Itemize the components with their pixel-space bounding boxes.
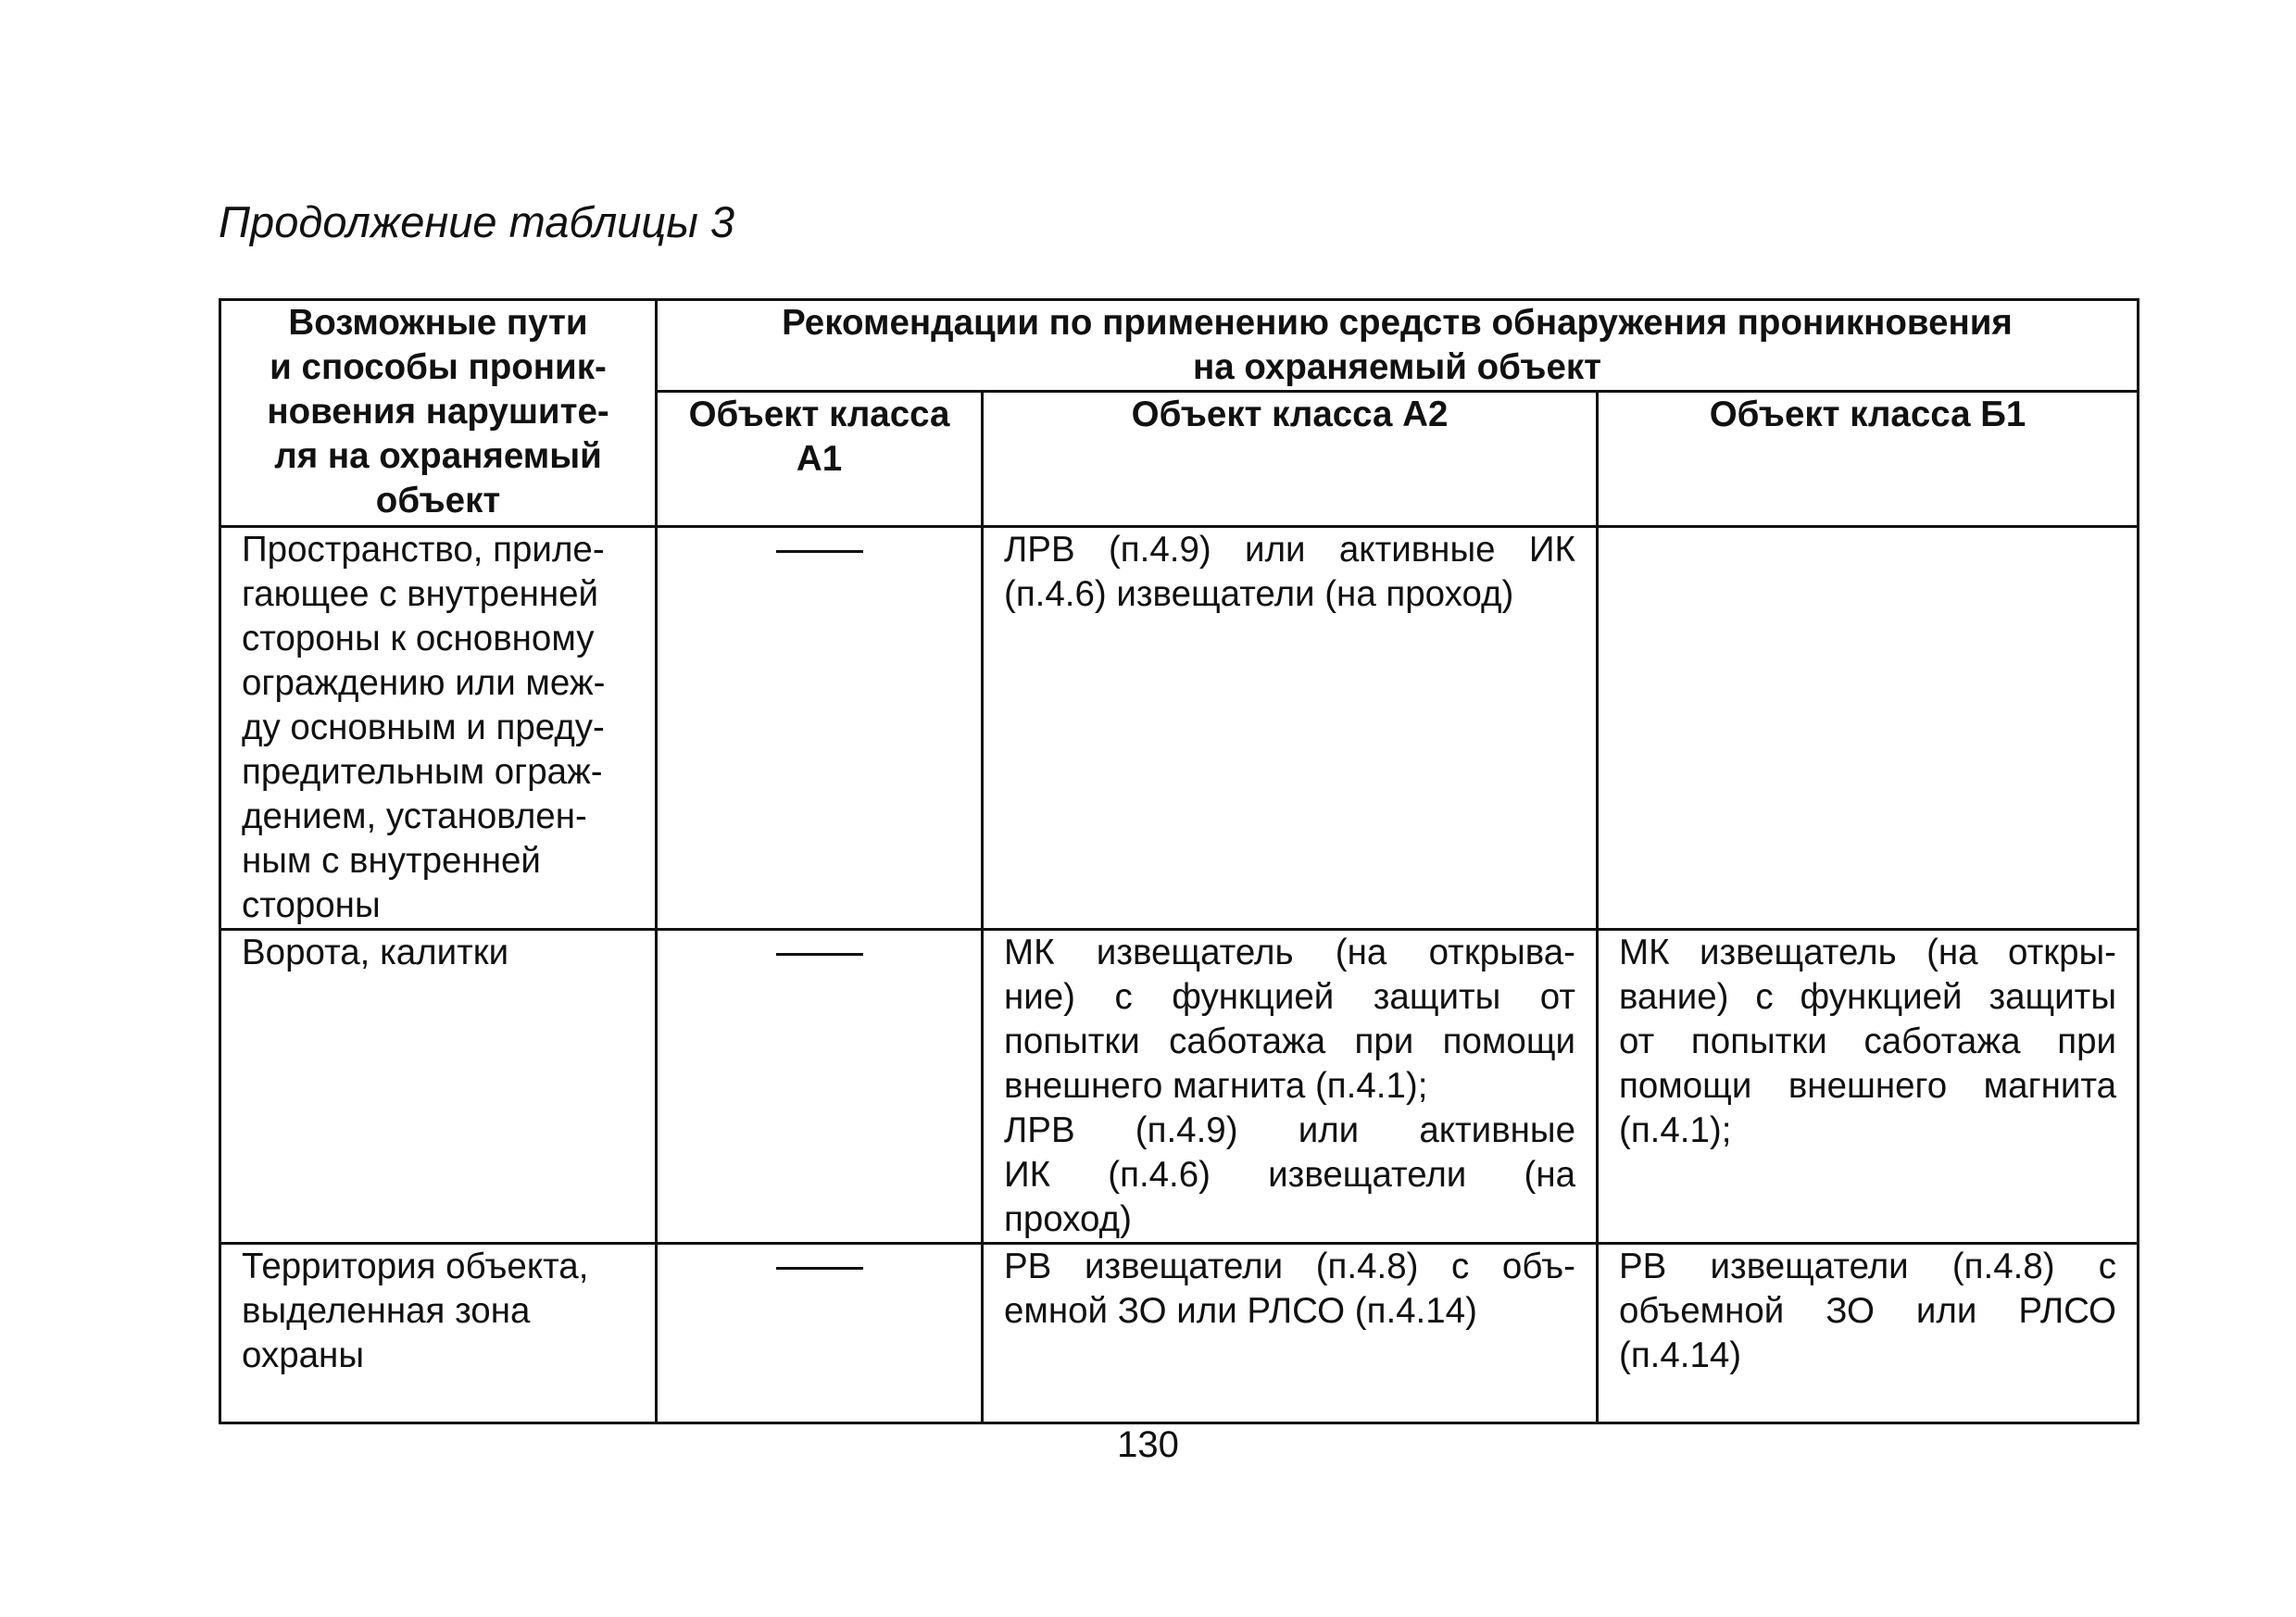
row-path-line: ным с внутренней: [242, 841, 541, 881]
row-b1-line: вание) с функцией защиты: [1619, 977, 2116, 1017]
row-a2-line: попытки саботажа при помощи: [1004, 1022, 1575, 1061]
row-a2-line: емной ЗО или РЛСО (п.4.14): [1004, 1291, 1477, 1331]
row-a2-cell: [983, 930, 1598, 1244]
row-path-cell: [220, 930, 657, 1244]
header-a1-line: А1: [796, 439, 843, 479]
not-applicable-dash: [776, 550, 863, 553]
table-row: [220, 527, 2139, 930]
row-a2-line: ИК (п.4.6) извещатели (на: [1004, 1155, 1575, 1195]
row-a2-line: РВ извещатели (п.4.8) с объ-: [1004, 1247, 1575, 1286]
row-a2-line: МК извещатель (на открыва-: [1004, 933, 1575, 972]
row-a1-cell: [657, 1244, 983, 1423]
row-b1-line: помощи внешнего магнита: [1619, 1066, 2116, 1106]
row-path-line: Ворота, калитки: [242, 933, 509, 972]
row-a2-line: ЛРВ (п.4.9) или активные: [1004, 1110, 1575, 1150]
header-cell-paths: [220, 300, 657, 527]
row-path-line: гающее с внутренней: [242, 574, 599, 614]
row-a2-line: (п.4.6) извещатели (на проход): [1004, 574, 1514, 614]
header-group-line: Рекомендации по применению средств обнаружения проникновения: [782, 303, 2013, 343]
row-b1-line: (п.4.14): [1619, 1335, 1742, 1375]
header-cell-a1: [657, 392, 983, 527]
row-b1-line: (п.4.1);: [1619, 1110, 1732, 1150]
row-path-cell: [220, 1244, 657, 1423]
row-b1-line: объемной ЗО или РЛСО: [1619, 1291, 2116, 1331]
row-path-line: ду основным и преду-: [242, 708, 605, 747]
header-group-line: на охраняемый объект: [1192, 347, 1601, 387]
row-b1-cell: [1598, 1244, 2139, 1423]
not-applicable-dash: [776, 953, 863, 956]
recommendations-table: [219, 298, 2139, 1424]
row-a1-cell: [657, 527, 983, 930]
row-path-line: дением, установлен-: [242, 796, 587, 836]
table-row: [220, 1244, 2139, 1423]
header-paths-line: и способы проник-: [270, 347, 607, 387]
row-b1-line: от попытки саботажа при: [1619, 1022, 2116, 1061]
row-path-line: Пространство, приле-: [242, 530, 605, 570]
header-paths-line: ля на охраняемый: [274, 436, 602, 476]
page-number: 130: [1117, 1424, 1179, 1465]
row-a2-line: проход): [1004, 1199, 1132, 1239]
row-b1-line: МК извещатель (на откры-: [1619, 933, 2116, 972]
row-b1-line: РВ извещатели (п.4.8) с: [1619, 1247, 2116, 1286]
header-a1-line: Объект класса: [688, 395, 950, 434]
row-path-line: Территория объекта,: [242, 1247, 589, 1286]
header-paths-line: новения нарушите-: [267, 392, 609, 432]
row-path-line: стороны: [242, 885, 381, 925]
row-a2-line: ние) с функцией защиты от: [1004, 977, 1575, 1017]
row-a1-cell: [657, 930, 983, 1244]
header-cell-a2: Объект класса А2: [983, 392, 1598, 527]
row-b1-cell: [1598, 930, 2139, 1244]
row-path-line: охраны: [242, 1335, 364, 1375]
row-path-line: стороны к основному: [242, 619, 595, 658]
header-row-1: [220, 300, 2139, 392]
header-paths-line: Возможные пути: [288, 303, 588, 343]
row-a2-line: внешнего магнита (п.4.1);: [1004, 1066, 1428, 1106]
not-applicable-dash: [776, 1267, 863, 1270]
row-path-line: предительным ограж-: [242, 752, 603, 792]
row-path-line: выделенная зона: [242, 1291, 531, 1331]
table-caption: Продолжение таблицы 3: [219, 197, 735, 246]
row-path-line: ограждению или меж-: [242, 663, 606, 703]
header-paths-line: объект: [375, 481, 501, 520]
row-b1-cell: [1598, 527, 2139, 930]
table-row: [220, 930, 2139, 1244]
row-a2-cell: [983, 527, 1598, 930]
row-path-cell: [220, 527, 657, 930]
row-a2-cell: [983, 1244, 1598, 1423]
header-cell-b1: Объект класса Б1: [1598, 392, 2139, 527]
header-cell-recommendations: [657, 300, 2139, 392]
row-a2-line: ЛРВ (п.4.9) или активные ИК: [1004, 530, 1575, 570]
